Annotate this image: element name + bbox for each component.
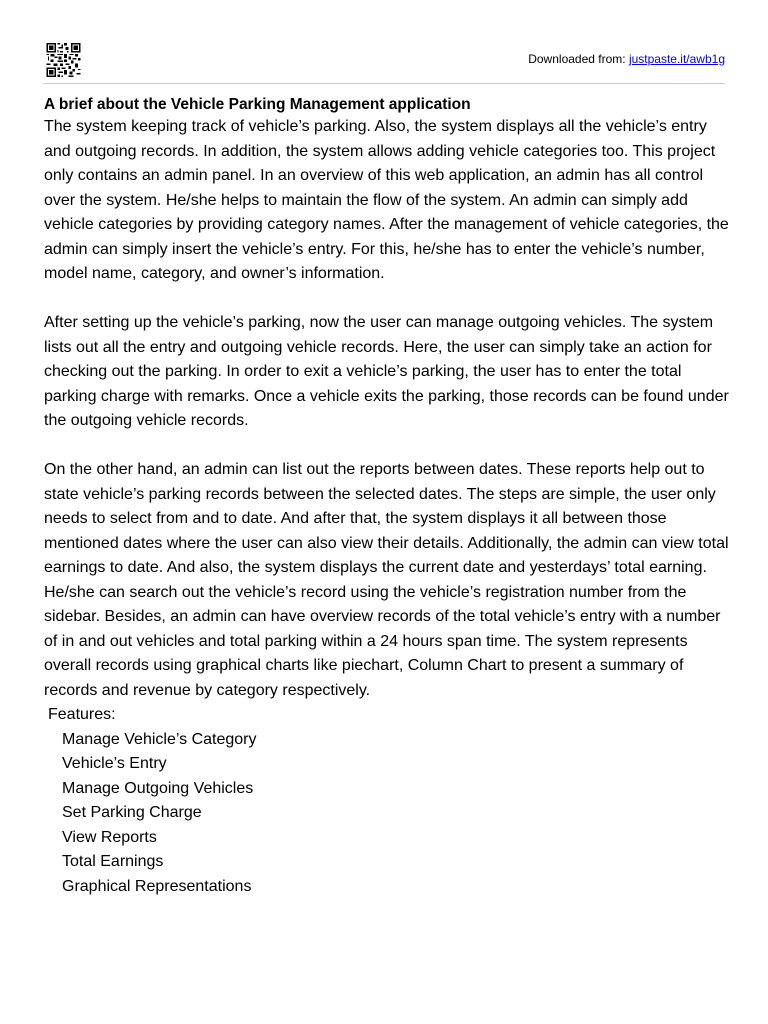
paragraph-overview: The system keeping track of vehicle’s parking. Also, the system displays all the vehicle’s entry and outgoing records. In addition, the system allows adding vehicle categories too. This project only contains an admin panel. In an overview of this web application, an admin has all control over the system. He/she helps to maintain the flow of the system. An admin can simply add vehicle categories by providing category names. After the management of vehicle categories, the admin can simply insert the vehicle’s entry. For this, he/she has to enter the vehicle’s number, model name, category, and owner’s information. [44,118,729,282]
paragraph-outgoing-vehicles: After setting up the vehicle’s parking, now the user can manage outgoing vehicles. The system lists out all the entry and outgoing vehicle records. Here, the user can simply take an action for checking out the parking. In order to exit a vehicle’s parking, the user has to enter the total parking charge with remarks. Once a vehicle exits the parking, those records can be found under the outgoing vehicle records. [44,314,729,429]
feature-item: Vehicle’s Entry [62,755,167,772]
article-body [44,94,734,899]
feature-item: Graphical Representations [62,877,252,895]
feature-item: Total Earnings [62,853,164,870]
header-divider [43,83,725,84]
download-link[interactable]: justpaste.it/awb1g [628,52,725,66]
download-label: Downloaded from: [528,52,629,66]
article-title: A brief about the Vehicle Parking Management application [44,96,471,113]
download-source [528,51,725,67]
features-heading: Features: [48,706,116,723]
qr-code-icon [46,43,81,77]
paragraph-reports: On the other hand, an admin can list out the reports between dates. These reports help out to state vehicle’s parking records between the selected dates. The steps are simple, the user only needs to select from and to date. And after that, the system displays it all between those mentioned dates where the user can also view their details. Additionally, the admin can view total earnings to date. And also, the system displays the current date and yesterdays’ total earning. He/she can search out the vehicle’s record using the vehicle’s registration number from the sidebar. Besides, an admin can have overview records of the total vehicle’s entry with a number of in and out vehicles and total parking within a 24 hours span time. The system represents overall records using graphical charts like piechart, Column Chart to present a summary of records and revenue by category respectively. [44,461,729,699]
feature-item: Set Parking Charge [62,804,202,821]
feature-item: Manage Outgoing Vehicles [62,779,254,797]
feature-item: Manage Vehicle’s Category [62,730,257,748]
features-list [44,728,734,900]
feature-item: View Reports [62,828,157,846]
